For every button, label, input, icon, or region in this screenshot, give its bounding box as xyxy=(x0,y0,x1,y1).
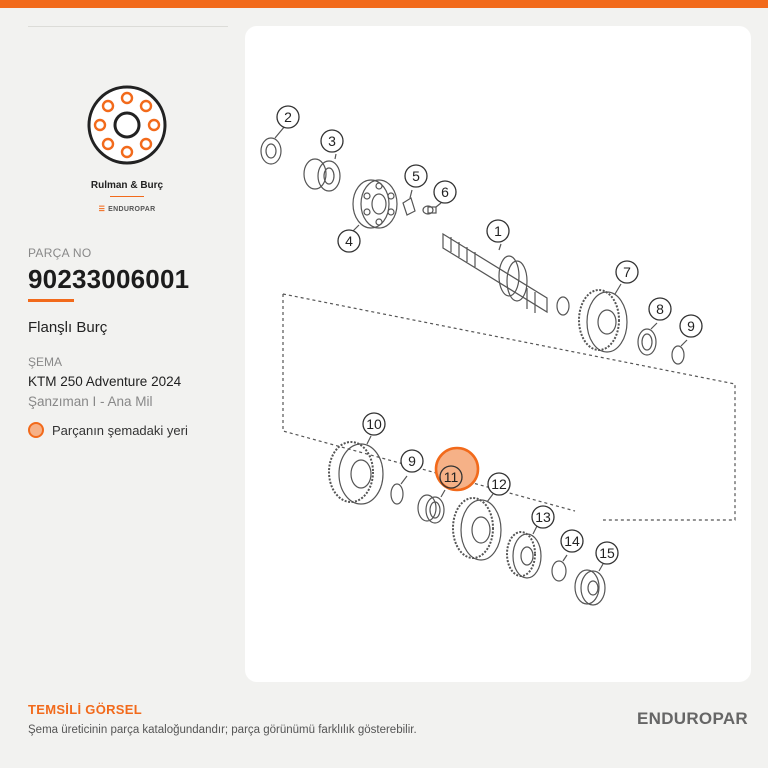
callout-4: 4 xyxy=(345,233,353,249)
callout-14: 14 xyxy=(564,533,580,549)
top-accent-bar xyxy=(0,0,768,8)
callout-9: 9 xyxy=(687,318,695,334)
part-number-underline xyxy=(28,299,74,302)
bearing-logo-icon xyxy=(86,84,168,166)
callout-7: 7 xyxy=(623,264,631,280)
callout-2: 2 xyxy=(284,109,292,125)
brand-name-small: ENDUROPAR xyxy=(108,206,156,213)
footer-brand: ENDUROPAR xyxy=(636,709,748,728)
footer-label: TEMSİLİ GÖRSEL xyxy=(28,702,142,717)
callout-5: 5 xyxy=(412,168,420,184)
sidebar-divider xyxy=(28,26,228,27)
brand-mark-icon: ☰ xyxy=(98,206,106,213)
callout-8: 8 xyxy=(656,301,664,317)
callout-11: 11 xyxy=(443,469,459,485)
schema-section: Şanzıman I - Ana Mil xyxy=(28,394,153,409)
schema-label: ŞEMA xyxy=(28,355,63,369)
schema-model: KTM 250 Adventure 2024 xyxy=(28,374,182,389)
part-name: Flanşlı Burç xyxy=(28,319,108,336)
callout-15: 15 xyxy=(599,545,615,561)
legend-text: Parçanın şemadaki yeri xyxy=(52,422,188,438)
brand-logo-small xyxy=(60,205,194,213)
callout-9-lower: 9 xyxy=(408,453,416,469)
callout-1: 1 xyxy=(494,223,502,239)
footer-note: Şema üreticinin parça kataloğundandır; parça görünümü farklılık gösterebilir. xyxy=(28,724,417,736)
diagram-drawing xyxy=(245,26,751,682)
exploded-diagram xyxy=(245,26,751,682)
part-number-label: PARÇA NO xyxy=(28,246,92,260)
brand-divider xyxy=(110,196,144,197)
category-title: Rulman & Burç xyxy=(90,180,164,191)
legend xyxy=(28,422,188,438)
callout-6: 6 xyxy=(441,184,449,200)
callout-3: 3 xyxy=(328,133,336,149)
callout-12: 12 xyxy=(491,476,507,492)
orange-circle-marker-icon xyxy=(28,422,44,438)
part-number: 90233006001 xyxy=(28,264,190,294)
callout-13: 13 xyxy=(535,509,551,525)
callout-10: 10 xyxy=(366,416,382,432)
